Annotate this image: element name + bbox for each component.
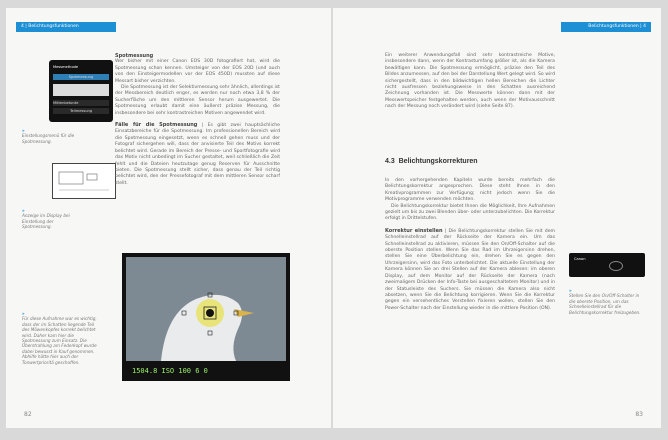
menu-title: Messmethode <box>53 64 109 70</box>
paragraph: Ein weiterer Anwendungsfall sind sehr kontrastreiche Motive, insbesondere dann, wenn der Kontrastumfang größer ist, als die Kamera bewältigen kann. Die Spotmessung ermöglicht, präzise den Teil des Bildes anzumessen, auf den bei der Darstellung Wert gelegt wird. So wird sichergestellt, dass in den bildwichtigen hellen Bereichen die Lichter nicht ausfressen beziehungsweise in den Schatten ausreichend Zeichnung vorhanden ist. Die Messwerte können dann mit der Messwertspeicher festgehalten werden, auch wenn der Motivausschnitt nach der Messung noch verändert wird (siehe Seite 87). <box>385 53 555 110</box>
subsection-title: Fälle für die Spotmessung <box>115 122 198 129</box>
header-page-marker: 4 <box>643 24 646 29</box>
camera-brand: Canon <box>574 257 586 261</box>
page-number: 83 <box>635 411 643 418</box>
paragraph: Die Belichtungskorrektur bietet Ihnen die Möglichkeit, Ihre Aufnahmen gezielt um bis zu zwei Blenden über- oder unterzubelichten. Die Korrektur erfolgt in Drittelstufen. <box>385 203 555 222</box>
running-header: 4 | Belichtungsfunktionen <box>16 22 116 32</box>
caption-marker: » <box>22 208 25 213</box>
body-text: Spotmessung Wer bisher mit einer Canon EOS 30D fotografiert hat, wird die Spotmessung schon kennen. Umsteiger von der EOS 20D (und auch von den Einsteigermodellen vor der EOS 450D) mussten auf diese Messart bisher verzichten. Die Spotmessung ist der Selektivmessung sehr ähnlich, allerdings ist der Messbereich deutlich enger, es werden nur noch etwa 3,8 % der Sucherfläche um den mittleren Sensor herum ausgewertet. Die Spotmessung erlaubt damit eine äußerst präzise Messung, die insbesondere bei sehr kontrastreichen Motiven angewendet wird. Fälle für die Spotmessung | Es gibt zwei hauptsächliche Einsatzbereiche für die Spotmessung. Im professionellen Bereich wird die Spotmessung eingesetzt, wenn es schnell gehen muss und der Fotograf sichergehen will, dass der anvisierte Teil des Motivs korrekt belichtet wird. Gerade im Bereich der Presse- und Sportfotografie wird das Motiv nicht unbedingt im Sucher gestaltet, weil schließlich die Zeit fehlt und die Dateien heutzutage genug Reserven für Ausschnitte bieten. Die Spotmessung stellt sicher, dass genau der Teil richtig belichtet wird, den der Pressefotograf mit dem mittleren Sensor scharf stellt. <box>115 53 280 186</box>
paragraph: In den vorhergehenden Kapiteln wurde bereits mehrfach die Belichtungskorrektur angesprochen. Diese steht Ihnen in den Kreativprogrammen zur Verfügung; nicht jedoch wenn Sie die Motivprogramme verwenden möchten. <box>385 178 555 203</box>
subsection-title: Korrektur einstellen <box>385 227 443 234</box>
running-header: Belichtungsfunktionen | 4 <box>561 22 651 32</box>
section-title: Spotmessung <box>115 53 154 59</box>
camera-menu-screenshot <box>49 60 113 122</box>
caption-marker: » <box>569 288 572 293</box>
caption-text: Einstellungsmenü für die Spotmessung. <box>22 133 75 144</box>
paragraph: Die Belichtungskorrektur stellen Sie mit dem Schnelleinstellrad auf der Rückseite der Kamera ein. Um das Schnelleinstellrad zu aktivieren, müssen Sie den On/Off-Schalter auf die oberste Position stellen. Wenn Sie das Rad im Uhrzeigersinn drehen, stellen Sie eine Überbelichtung ein, drehen Sie es gegen den Uhrzeigersinn, wird das Foto unterbelichtet. Die aktuelle Einstellung der Kamera können Sie an drei Stellen auf der Kamera ablesen: im oberen Display, auf dem Monitor auf der Rückseite der Kamera (nach zweimaligem Drücken der Info-Taste bei ausgeschaltetem Monitor) und in der Statusleiste des Suchers. Sie müssen die Kamera also nicht absetzen, wenn Sie die Belichtung korrigieren. Wenn Sie die Korrektur gegen ein versehentliches Verstellen fixieren wollen, stellen Sie den Power-Schalter nach der Einstellung wieder in die mittlere Position (ON). <box>385 228 556 311</box>
caption-camera <box>569 288 645 315</box>
caption-text: Stellen Sie den On/Off-Schalter in die oberste Position, um das Schnelleinstellrad für die Belichtungskorrektur freizugeben. <box>569 293 641 315</box>
paragraph: Wer bisher mit einer Canon EOS 30D fotografiert hat, wird die Spotmessung schon kennen. Umsteiger von der EOS 20D (und auch von den Einsteigermodellen vor der EOS 450D) mussten auf diese Messart bisher verzichten. <box>115 59 280 84</box>
menu-item-center: Mittenbetonte <box>53 100 109 106</box>
menu-item-spot: Spotmessung <box>53 74 109 80</box>
caption-menu <box>22 128 82 144</box>
caption-marker: » <box>22 128 25 133</box>
header-title: Belichtungsfunktionen <box>588 24 639 29</box>
metering-icons <box>53 84 109 96</box>
display-diagram-lines <box>53 164 115 198</box>
menu-item-partial: Teilmessung <box>53 108 109 114</box>
section-title: Belichtungskorrekturen <box>398 158 478 165</box>
left-page <box>6 8 331 428</box>
paragraph: Die Spotmessung ist der Selektivmessung sehr ähnlich, allerdings ist der Messbereich deutlich enger, es werden nur noch etwa 3,8 % der Sucherfläche um den mittleren Sensor herum ausgewertet. Die Spotmessung erlaubt damit eine äußerst präzise Messung, die insbesondere bei sehr kontrastreichen Motiven angewendet wird. <box>115 85 280 116</box>
camera-back-photo <box>569 253 645 277</box>
dial-icon <box>609 261 623 271</box>
paragraph: Es gibt zwei hauptsächliche Einsatzbereiche für die Spotmessung. Im professionellen Bereich wird die Spotmessung eingesetzt, wenn es schnell gehen muss und der Fotograf sichergehen will, dass der anvisierte Teil des Motivs korrekt belichtet wird. Gerade im Bereich der Presse- und Sportfotografie wird das Motiv nicht unbedingt im Sucher gestaltet, weil schließlich die Zeit fehlt und die Dateien heutzutage genug Reserven für Ausschnitte bieten. Die Spotmessung stellt sicher, dass genau der Teil richtig belichtet wird, den der Pressefotograf mit dem mittleren Sensor scharf stellt. <box>115 123 280 186</box>
header-title: Belichtungsfunktionen <box>28 24 79 29</box>
viewfinder-status-bar: 1504.8 ISO 100 6 0 <box>132 367 208 375</box>
viewfinder-photo <box>122 253 290 381</box>
caption-marker: » <box>22 311 25 316</box>
section-heading <box>385 158 478 165</box>
caption-text: Für diese Aufnahme war es wichtig, dass der im Schatten liegende Teil des Möwenkopfes korrekt belichtet wird. Daher kam hier die Spotmessung zum Einsatz. Die Überstrahlung am Federkopf wurde dabei bewusst in Kauf genommen. Abhilfe hätte hier auch der Tonwertprioritä geschaffen. <box>22 316 97 365</box>
seagull-photo <box>126 257 286 361</box>
header-page-marker: 4 <box>21 24 24 29</box>
page-number: 82 <box>24 411 32 418</box>
section-number: 4.3 <box>385 158 395 165</box>
display-diagram <box>52 163 116 199</box>
caption-display <box>22 208 82 230</box>
caption-photo <box>22 311 102 365</box>
right-page <box>333 8 661 428</box>
seagull-illustration <box>126 257 286 361</box>
caption-text: Anzeige im Display bei Einstellung der Spotmessung. <box>22 213 70 230</box>
body-text <box>385 53 555 111</box>
body-text-2: In den vorhergehenden Kapiteln wurde bereits mehrfach die Belichtungskorrektur angesprochen. Diese steht Ihnen in den Kreativprogrammen zur Verfügung; nicht jedoch wenn Sie die Motivprogramme verwenden möchten. Die Belichtungskorrektur bietet Ihnen die Möglichkeit, Ihre Aufnahmen gezielt um bis zu zwei Blenden über- oder unterzubelichten. Die Korrektur erfolgt in Drittelstufen. Korrektur einstellen | Die Belichtungskorrektur stellen Sie mit dem Schnelleinstellrad auf der Rückseite der Kamera ein. Um das Schnelleinstellrad zu aktivieren, müssen Sie den On/Off-Schalter auf die oberste Position stellen. Wenn Sie das Rad im Uhrzeigersinn drehen, stellen Sie eine Überbelichtung ein, drehen Sie es gegen den Uhrzeigersinn, wird das Foto unterbelichtet. Die aktuelle Einstellung der Kamera können Sie an drei Stellen auf der Kamera ablesen: im oberen Display, auf dem Monitor auf der Rückseite der Kamera (nach zweimaligem Drücken der Info-Taste bei ausgeschaltetem Monitor) und in der Statusleiste des Suchers. Sie müssen die Kamera also nicht absetzen, wenn Sie die Belichtung korrigieren. Wenn Sie die Korrektur gegen ein versehentliches Verstellen fixieren wollen, stellen Sie den Power-Schalter nach der Einstellung wieder in die mittlere Position (ON). <box>385 178 556 311</box>
